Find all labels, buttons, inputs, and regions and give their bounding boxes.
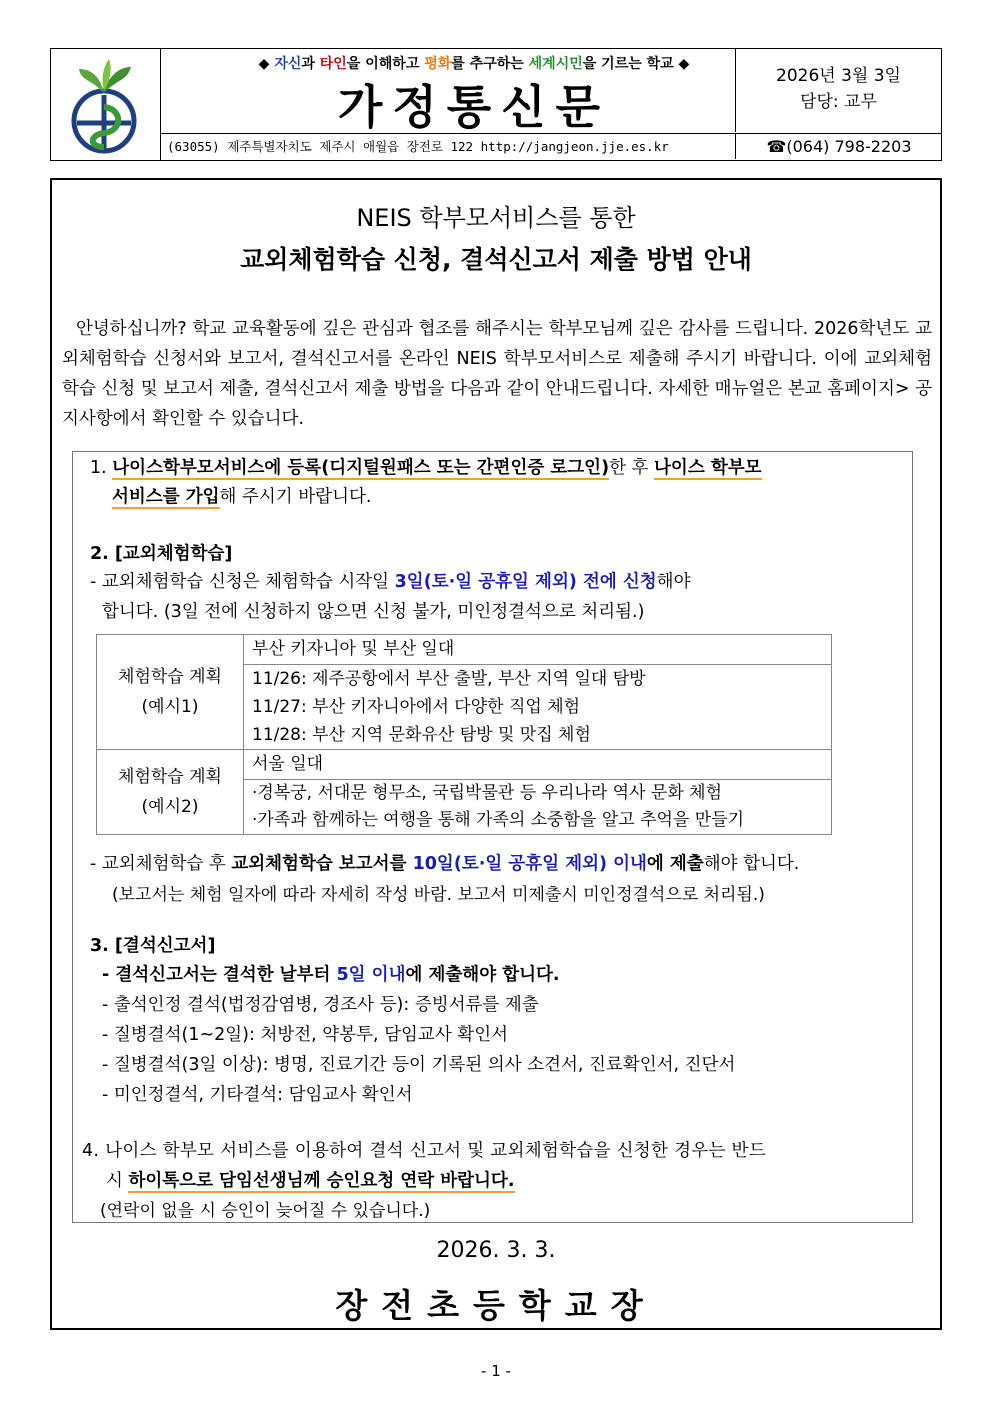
page-number: - 1 - xyxy=(481,1362,511,1380)
date-box xyxy=(735,49,941,132)
intro-paragraph xyxy=(62,314,932,434)
plan-detail: 11/26: 제주공항에서 부산 출발, 부산 지역 일대 탐방 xyxy=(252,669,646,689)
section2-apply-line2: 합니다. (3일 전에 신청하지 않으면 신청 불가, 미인정결석으로 처리됨.) xyxy=(102,602,645,622)
motto-word-citizen: 세계시민 xyxy=(528,56,583,72)
section3-rule xyxy=(102,961,560,986)
motto-prefix: ◆ xyxy=(258,56,275,72)
section1-join-highlight-a: 나이스 학부모 xyxy=(654,458,762,478)
table-row xyxy=(97,750,832,780)
signature-date: 2026. 3. 3. xyxy=(436,1238,556,1263)
section2-heading: 2. [교외체험학습] xyxy=(90,544,233,564)
section4-text: 시 xyxy=(106,1171,129,1191)
plan-label-text: (예시2) xyxy=(141,797,199,817)
school-motto xyxy=(163,53,785,73)
plan-label-text: 체험학습 계획 xyxy=(118,767,222,787)
plan-detail: ·경복궁, 서대문 형무소, 국립박물관 등 우리나라 역사 문화 체험 xyxy=(252,783,722,803)
apply-text: 해야 xyxy=(656,572,691,592)
plan-detail: 11/27: 부산 키자니아에서 다양한 직업 체험 xyxy=(252,697,581,717)
report-bold: 교외체험학습 보고서를 xyxy=(231,854,413,874)
plan-details-2 xyxy=(244,780,832,835)
plan-place-2: 서울 일대 xyxy=(244,750,832,780)
section1-text: 해 주시기 바랍니다. xyxy=(219,487,372,507)
notice-title-line1: NEIS 학부모서비스를 통한 xyxy=(356,204,636,232)
motto-word-others: 타인 xyxy=(319,56,347,72)
plan-detail: 11/28: 부산 지역 문화유산 탐방 및 맛집 체험 xyxy=(252,725,591,745)
report-deadline: 10일(토·일 공휴일 제외) 이내 xyxy=(412,854,647,874)
section4-highlight: 하이톡으로 담임선생님께 승인요청 연락 바랍니다. xyxy=(128,1171,515,1191)
address-row xyxy=(161,133,941,160)
section1-line2 xyxy=(112,483,371,508)
section2-report-line1 xyxy=(90,850,799,875)
school-address: (63055) 제주특별자치도 제주시 애월읍 장전로 122 http://jangjeon.jje.es.kr xyxy=(161,134,736,159)
section3-item: - 질병결석(1~2일): 처방전, 약봉투, 담임교사 확인서 xyxy=(102,1025,509,1045)
table-row xyxy=(97,635,832,665)
section1-register-highlight: 나이스학부모서비스에 등록(디지털원패스 또는 간편인증 로그인) xyxy=(112,458,610,478)
plan-label-text: (예시1) xyxy=(141,697,199,717)
section3-item: - 질병결석(3일 이상): 병명, 진료기간 등이 기록된 의사 소견서, 진료확인서, 진단서 xyxy=(102,1055,736,1075)
rule-deadline: 5일 이내 xyxy=(336,965,406,985)
section1-number: 1. xyxy=(90,458,113,478)
apply-text: - 교외체험학습 신청은 체험학습 시작일 xyxy=(90,572,395,592)
section4-line2 xyxy=(106,1167,515,1192)
section3-heading: 3. [결석신고서] xyxy=(90,936,216,956)
experience-plan-table xyxy=(96,634,832,835)
section4-note: (연락이 없을 시 승인이 늦어질 수 있습니다.) xyxy=(100,1201,431,1221)
motto-word-self: 자신 xyxy=(274,56,302,72)
plan-label-2 xyxy=(97,750,244,835)
report-bold: 에 제출 xyxy=(646,854,704,874)
notice-title-line2: 교외체험학습 신청, 결석신고서 제출 방법 안내 xyxy=(240,245,752,274)
motto-word-peace: 평화 xyxy=(424,56,452,72)
newsletter-title: 가정통신문 xyxy=(337,80,611,134)
section1-text: 한 후 xyxy=(609,458,655,478)
section1-join-highlight-b: 서비스를 가입 xyxy=(112,487,220,507)
school-phone: ☎(064) 798-2203 xyxy=(766,137,912,156)
motto-text: 과 xyxy=(301,56,320,72)
letterhead xyxy=(50,48,942,161)
intro-text: 안녕하십니까? 학교 교육활동에 깊은 관심과 협조를 해주시는 학부모님께 깊은 감사를 드립니다. 2026학년도 교외체험학습 신청서와 보고서, 결석신고서를 온라인 NEIS 학부모서비스로 제출해 주시기 바랍니다. 이에 교외체험학습 신청 및 보고서 제출, 결석신고서 제출 방법을 다음과 같이 안내드립니다. 자세한 매뉴얼은 본교 홈페이지> 공지사항에서 확인할 수 있습니다. xyxy=(62,319,932,429)
principal-signature: 장전초등학교장 xyxy=(335,1286,657,1325)
plan-label-text: 체험학습 계획 xyxy=(118,667,222,687)
section3-item: - 미인정결석, 기타결석: 담임교사 확인서 xyxy=(102,1085,413,1105)
section1-line1 xyxy=(90,454,762,479)
rule-text: 에 제출해야 합니다. xyxy=(405,965,560,985)
section4-line1: 4. 나이스 학부모 서비스를 이용하여 결석 신고서 및 교외체험학습을 신청한 경우는 반드 xyxy=(82,1141,766,1161)
plan-detail: ·가족과 함께하는 여행을 통해 가족의 소중함을 알고 추억을 만들기 xyxy=(252,810,745,830)
motto-text: 를 추구하는 xyxy=(451,56,529,72)
plan-label-1 xyxy=(97,635,244,750)
motto-text: 을 이해하고 xyxy=(346,56,425,72)
issue-date: 2026년 3월 3일 xyxy=(776,66,901,86)
plan-details-1 xyxy=(244,665,832,750)
report-text: 해야 합니다. xyxy=(703,854,800,874)
motto-text: 을 기르는 학교 ◆ xyxy=(582,56,690,72)
manager: 담당: 교무 xyxy=(800,92,877,112)
section2-report-note: (보고서는 체험 일자에 따라 자세히 작성 바람. 보고서 미제출시 미인정결석으로 처리됨.) xyxy=(112,885,765,905)
report-text: - 교외체험학습 후 xyxy=(90,854,232,874)
plan-place-1: 부산 키자니아 및 부산 일대 xyxy=(244,635,832,665)
section3-item: - 출석인정 결석(법정감염병, 경조사 등): 증빙서류를 제출 xyxy=(102,995,539,1015)
school-emblem-icon xyxy=(51,49,159,158)
guide-box xyxy=(72,451,913,1223)
section2-apply-line1 xyxy=(90,568,690,593)
apply-deadline: 3일(토·일 공휴일 제외) 전에 신청 xyxy=(394,572,657,592)
rule-text: - 결석신고서는 결석한 날부터 xyxy=(102,965,337,985)
school-logo-cell xyxy=(51,49,161,160)
